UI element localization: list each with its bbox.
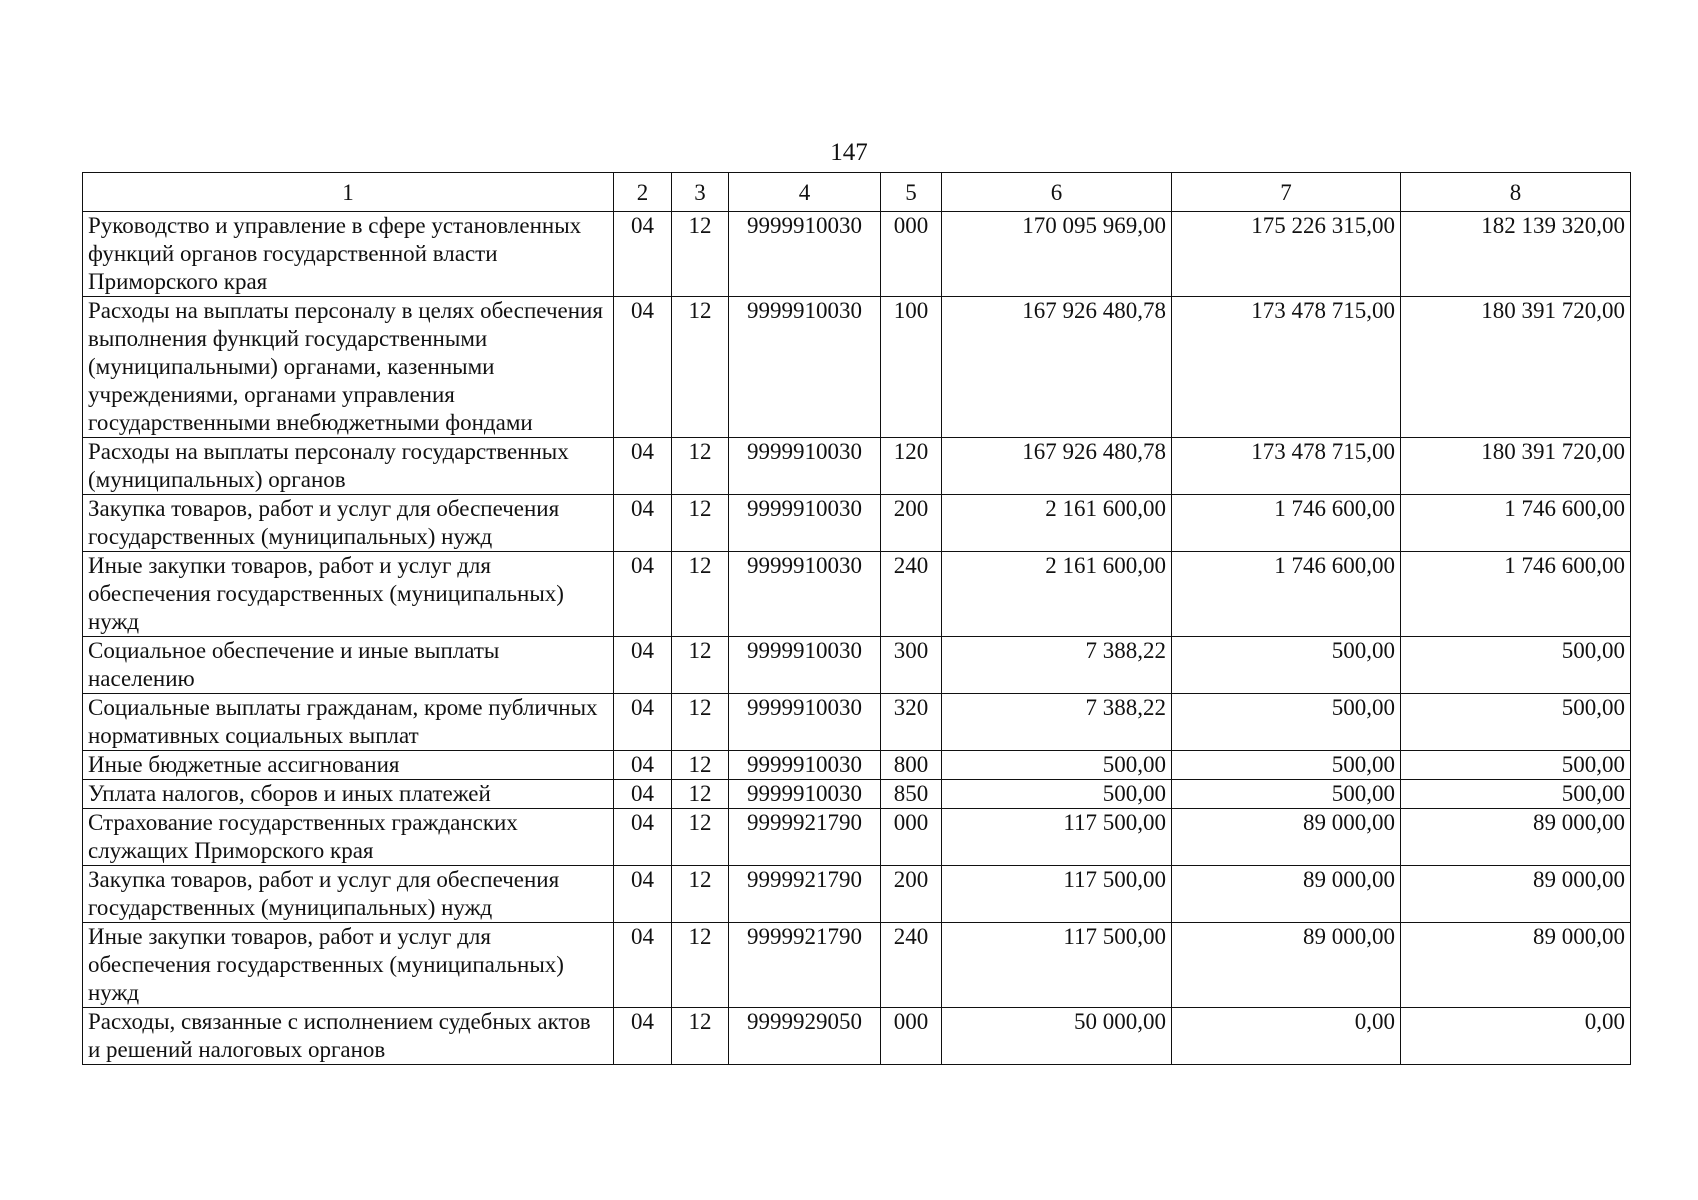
expense-type-cell: 240 xyxy=(881,923,942,1008)
amount-col8-cell: 89 000,00 xyxy=(1401,923,1631,1008)
expense-name-cell: Иные закупки товаров, работ и услуг для обеспечения государственных (муниципальных) нужд xyxy=(83,552,614,637)
expense-name-cell: Закупка товаров, работ и услуг для обеспечения государственных (муниципальных) нужд xyxy=(83,866,614,923)
expense-type-cell: 800 xyxy=(881,751,942,780)
expense-name-cell: Иные закупки товаров, работ и услуг для обеспечения государственных (муниципальных) нужд xyxy=(83,923,614,1008)
subsection-code-cell: 12 xyxy=(672,694,729,751)
target-article-cell: 9999929050 xyxy=(729,1008,881,1065)
expense-type-cell: 200 xyxy=(881,495,942,552)
table-row xyxy=(83,694,1631,751)
subsection-code-cell: 12 xyxy=(672,809,729,866)
section-code-cell: 04 xyxy=(614,809,672,866)
expense-name-cell: Иные бюджетные ассигнования xyxy=(83,751,614,780)
subsection-code-cell: 12 xyxy=(672,1008,729,1065)
expense-type-cell: 850 xyxy=(881,780,942,809)
expense-name-cell: Уплата налогов, сборов и иных платежей xyxy=(83,780,614,809)
subsection-code-cell: 12 xyxy=(672,751,729,780)
subsection-code-cell: 12 xyxy=(672,552,729,637)
column-header: 6 xyxy=(942,173,1172,212)
table-row xyxy=(83,552,1631,637)
target-article-cell: 9999910030 xyxy=(729,637,881,694)
amount-col6-cell: 117 500,00 xyxy=(942,923,1172,1008)
amount-col8-cell: 500,00 xyxy=(1401,751,1631,780)
column-header: 3 xyxy=(672,173,729,212)
table-row xyxy=(83,923,1631,1008)
column-header: 1 xyxy=(83,173,614,212)
amount-col8-cell: 500,00 xyxy=(1401,637,1631,694)
section-code-cell: 04 xyxy=(614,637,672,694)
amount-col6-cell: 170 095 969,00 xyxy=(942,212,1172,297)
section-code-cell: 04 xyxy=(614,694,672,751)
amount-col8-cell: 182 139 320,00 xyxy=(1401,212,1631,297)
table-row xyxy=(83,297,1631,438)
target-article-cell: 9999910030 xyxy=(729,212,881,297)
table-row xyxy=(83,1008,1631,1065)
amount-col7-cell: 500,00 xyxy=(1172,694,1401,751)
section-code-cell: 04 xyxy=(614,780,672,809)
amount-col7-cell: 500,00 xyxy=(1172,780,1401,809)
amount-col7-cell: 175 226 315,00 xyxy=(1172,212,1401,297)
table-row xyxy=(83,495,1631,552)
amount-col6-cell: 167 926 480,78 xyxy=(942,297,1172,438)
target-article-cell: 9999910030 xyxy=(729,694,881,751)
expense-type-cell: 100 xyxy=(881,297,942,438)
expense-name-cell: Расходы на выплаты персоналу государственных (муниципальных) органов xyxy=(83,438,614,495)
table-row xyxy=(83,809,1631,866)
amount-col6-cell: 7 388,22 xyxy=(942,694,1172,751)
expense-type-cell: 300 xyxy=(881,637,942,694)
section-code-cell: 04 xyxy=(614,1008,672,1065)
amount-col7-cell: 89 000,00 xyxy=(1172,809,1401,866)
section-code-cell: 04 xyxy=(614,751,672,780)
subsection-code-cell: 12 xyxy=(672,923,729,1008)
expense-type-cell: 320 xyxy=(881,694,942,751)
subsection-code-cell: 12 xyxy=(672,495,729,552)
amount-col8-cell: 0,00 xyxy=(1401,1008,1631,1065)
section-code-cell: 04 xyxy=(614,495,672,552)
amount-col6-cell: 500,00 xyxy=(942,751,1172,780)
subsection-code-cell: 12 xyxy=(672,780,729,809)
amount-col6-cell: 2 161 600,00 xyxy=(942,552,1172,637)
target-article-cell: 9999910030 xyxy=(729,438,881,495)
column-header: 2 xyxy=(614,173,672,212)
amount-col8-cell: 500,00 xyxy=(1401,694,1631,751)
subsection-code-cell: 12 xyxy=(672,297,729,438)
table-row xyxy=(83,212,1631,297)
section-code-cell: 04 xyxy=(614,552,672,637)
amount-col8-cell: 1 746 600,00 xyxy=(1401,495,1631,552)
section-code-cell: 04 xyxy=(614,212,672,297)
section-code-cell: 04 xyxy=(614,297,672,438)
column-header: 5 xyxy=(881,173,942,212)
amount-col7-cell: 89 000,00 xyxy=(1172,866,1401,923)
expense-name-cell: Социальные выплаты гражданам, кроме публичных нормативных социальных выплат xyxy=(83,694,614,751)
page-number: 147 xyxy=(830,139,868,166)
target-article-cell: 9999921790 xyxy=(729,809,881,866)
amount-col8-cell: 89 000,00 xyxy=(1401,809,1631,866)
table-row xyxy=(83,751,1631,780)
expense-type-cell: 200 xyxy=(881,866,942,923)
amount-col6-cell: 500,00 xyxy=(942,780,1172,809)
amount-col6-cell: 117 500,00 xyxy=(942,866,1172,923)
amount-col7-cell: 89 000,00 xyxy=(1172,923,1401,1008)
section-code-cell: 04 xyxy=(614,923,672,1008)
expense-name-cell: Руководство и управление в сфере установленных функций органов государственной власти Приморского края xyxy=(83,212,614,297)
amount-col8-cell: 180 391 720,00 xyxy=(1401,297,1631,438)
target-article-cell: 9999910030 xyxy=(729,297,881,438)
subsection-code-cell: 12 xyxy=(672,866,729,923)
amount-col6-cell: 50 000,00 xyxy=(942,1008,1172,1065)
amount-col6-cell: 2 161 600,00 xyxy=(942,495,1172,552)
target-article-cell: 9999910030 xyxy=(729,552,881,637)
section-code-cell: 04 xyxy=(614,866,672,923)
amount-col7-cell: 500,00 xyxy=(1172,637,1401,694)
subsection-code-cell: 12 xyxy=(672,212,729,297)
section-code-cell: 04 xyxy=(614,438,672,495)
expense-type-cell: 000 xyxy=(881,809,942,866)
table-row xyxy=(83,866,1631,923)
expense-name-cell: Расходы, связанные с исполнением судебных актов и решений налоговых органов xyxy=(83,1008,614,1065)
expense-name-cell: Социальное обеспечение и иные выплаты населению xyxy=(83,637,614,694)
amount-col8-cell: 180 391 720,00 xyxy=(1401,438,1631,495)
subsection-code-cell: 12 xyxy=(672,637,729,694)
amount-col8-cell: 500,00 xyxy=(1401,780,1631,809)
subsection-code-cell: 12 xyxy=(672,438,729,495)
amount-col7-cell: 0,00 xyxy=(1172,1008,1401,1065)
column-header: 7 xyxy=(1172,173,1401,212)
expense-type-cell: 000 xyxy=(881,1008,942,1065)
amount-col6-cell: 167 926 480,78 xyxy=(942,438,1172,495)
expense-name-cell: Расходы на выплаты персоналу в целях обеспечения выполнения функций государственными (муниципальными) органами, казенными учреждениями, органами управления государственными внебюджетными фондами xyxy=(83,297,614,438)
amount-col8-cell: 1 746 600,00 xyxy=(1401,552,1631,637)
amount-col7-cell: 1 746 600,00 xyxy=(1172,495,1401,552)
column-header: 4 xyxy=(729,173,881,212)
column-header: 8 xyxy=(1401,173,1631,212)
target-article-cell: 9999921790 xyxy=(729,923,881,1008)
target-article-cell: 9999910030 xyxy=(729,751,881,780)
expense-type-cell: 120 xyxy=(881,438,942,495)
expense-name-cell: Закупка товаров, работ и услуг для обеспечения государственных (муниципальных) нужд xyxy=(83,495,614,552)
header-row xyxy=(83,173,1631,212)
expense-name-cell: Страхование государственных гражданских служащих Приморского края xyxy=(83,809,614,866)
table-row xyxy=(83,780,1631,809)
table-row xyxy=(83,438,1631,495)
amount-col7-cell: 500,00 xyxy=(1172,751,1401,780)
expense-type-cell: 000 xyxy=(881,212,942,297)
expense-type-cell: 240 xyxy=(881,552,942,637)
target-article-cell: 9999910030 xyxy=(729,495,881,552)
target-article-cell: 9999910030 xyxy=(729,780,881,809)
amount-col7-cell: 173 478 715,00 xyxy=(1172,297,1401,438)
amount-col7-cell: 173 478 715,00 xyxy=(1172,438,1401,495)
table-row xyxy=(83,637,1631,694)
amount-col7-cell: 1 746 600,00 xyxy=(1172,552,1401,637)
budget-table xyxy=(82,172,1631,1065)
target-article-cell: 9999921790 xyxy=(729,866,881,923)
amount-col8-cell: 89 000,00 xyxy=(1401,866,1631,923)
amount-col6-cell: 7 388,22 xyxy=(942,637,1172,694)
amount-col6-cell: 117 500,00 xyxy=(942,809,1172,866)
